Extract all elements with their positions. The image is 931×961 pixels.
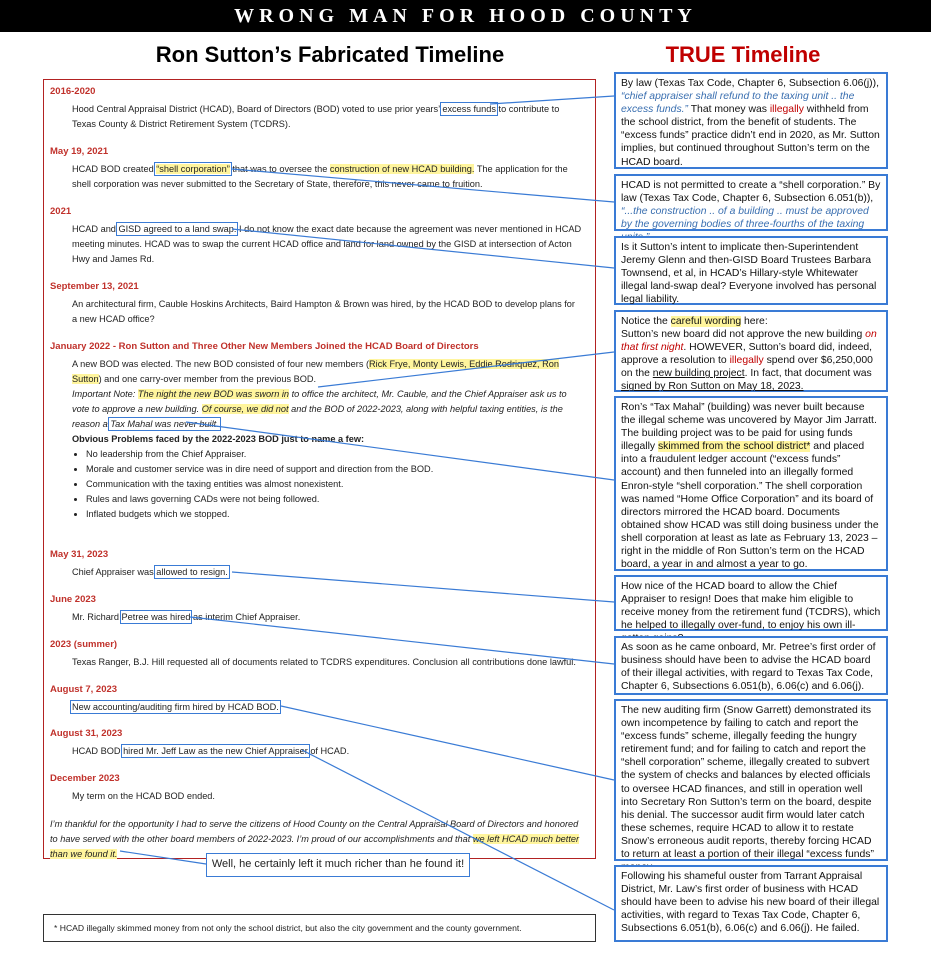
entry-text: An architectural firm, Cauble Hoskins Architects, Baird Hampton & Brown was hired, by the HCAD BOD to develop plans for a new HCAD office? bbox=[72, 299, 575, 324]
entry-text: HCAD BOD created “shell corporation” that was to oversee the construction of new HCAD building. The application for the shell corporation was never submitted to the Secretary of State, therefore, this never came to fruition. bbox=[72, 164, 568, 189]
entry-text: Hood Central Appraisal District (HCAD), Board of Directors (BOD) voted to use prior years’ excess funds to contribute to Texas County & District Retirement System (TCDRS). bbox=[72, 104, 560, 129]
true-box-jeff-law: Following his shameful ouster from Tarrant Appraisal District, Mr. Law’s first order of business with HCAD should have been to advise his new board of their illegal activities, with regard to Texas Tax Code, Chapter 6, Subsections 6.051(b), 6.06(c) and 6.06(j). He failed. bbox=[614, 865, 888, 942]
list-item: • Communication with the taxing entities was almost nonexistent. bbox=[86, 477, 590, 492]
true-box-auditing-firm: The new auditing firm (Snow Garrett) demonstrated its own incompetence by failing to catch and report the “excess funds” scheme, illegally feeding the hungry retirement fund; and for failing to catch and report the “shell corporation” scheme, illegally created to subvert the system of checks and balances by elected officials to oversee HCAD finances, and still in operation well into Secretary Ron Sutton’s term on the board, despite his denial. The successor audit firm would later catch these schemes, require HCAD to allow it to restate Snow’s erroneous audit reports, thereby forcing HCAD to return at least a portion of their illegal “excess funds” bbox=[614, 699, 888, 861]
entry-text: Chief Appraiser was allowed to resign. bbox=[72, 567, 228, 577]
true-box-excess-funds: By law (Texas Tax Code, Chapter 6, Subsection 6.06(j)), “chief appraiser shall refund to the taxing unit .. the excess funds.” That money was illegally withheld from the school district, from the benefit of students. The “excess funds” practice didn’t end in 2020, as Mr. Sutton implies, but continued throughout Sutton’s term on the HCAD board. bbox=[614, 72, 888, 169]
entry-date: 2021 bbox=[50, 206, 72, 217]
list-item: • Morale and customer service was in dire need of support and direction from the BOD. bbox=[86, 462, 590, 477]
entry-text: HCAD and GISD agreed to a land swap. I do not know the exact date because the agreement was never mentioned in HCAD meeting minutes. HCAD was to swap the current HCAD office and land for land owned by the GISD at intersection of Acton Hwy and James Rd. bbox=[72, 224, 582, 264]
problems-heading: Obvious Problems faced by the 2022-2023 BOD just to name a few: bbox=[72, 434, 365, 444]
true-box-petree: As soon as he came onboard, Mr. Petree’s first order of business should have been to advise the HCAD board of their illegal activities, with regard to Texas Tax Code, Chapter 6, Subsections 6.051(b), 6.06(c) and 6.06(j). bbox=[614, 636, 888, 695]
land-swap-highlight: GISD agreed to a land swap. bbox=[118, 224, 237, 234]
petree-highlight: Petree was hired bbox=[121, 612, 191, 622]
entry-date: 2016-2020 bbox=[50, 86, 96, 97]
entry-date: January 2022 - Ron Sutton and Three Other New Members Joined the HCAD Board of Directors bbox=[50, 341, 479, 352]
entry-date: September 13, 2021 bbox=[50, 281, 139, 292]
connector-line bbox=[232, 229, 614, 268]
important-note: Important Note: The night the new BOD was sworn in to office the architect, Mr. Cauble, and the Chief Appraiser ask us to vote to approve a new building. Of course, we did not and the BOD of 2022-2023, along with helpful taxing entities, is the reason a Tax Mahal was never built. bbox=[72, 389, 567, 429]
list-item: • No leadership from the Chief Appraiser. bbox=[86, 447, 590, 462]
callout-richer: Well, he certainly left it much richer than he found it! bbox=[206, 853, 470, 877]
entry-date: December 2023 bbox=[50, 773, 120, 784]
auditing-firm-highlight: New accounting/auditing firm hired by HCAD BOD. bbox=[72, 702, 279, 712]
entry-text: A new BOD was elected. The new BOD consisted of four new members (Rick Frye, Monty Lewis, Eddie Rodriquez, Ron Sutton) and one carry-over member from the previous BOD. bbox=[72, 359, 559, 384]
entry-date: May 19, 2021 bbox=[50, 146, 109, 157]
entry-date: 2023 (summer) bbox=[50, 639, 118, 650]
connector-line bbox=[120, 851, 206, 864]
closing-text: I’m thankful for the opportunity I had to serve the citizens of Hood County on the Central Appraisal Board of Directors and honored to have served with the other board members of 2022-2023. I’m proud of our accomplishments and that we left HCAD much better than we found it. bbox=[50, 819, 580, 859]
true-box-resign: How nice of the HCAD board to allow the Chief Appraiser to resign! Does that make him eligible to receive money from the retirement fund (TCDRS), which he helped to illegally over-fund, to enjoy his own ill- bbox=[614, 575, 888, 631]
connector-line bbox=[281, 706, 614, 780]
true-box-land-swap: Is it Sutton’s intent to implicate then-Superintendent Jeremy Glenn and then-GISD Board Trustees Barbara Townsend, et al, in HCAD’s Hillary-style Whitewater illegal land-swap deal? Everyone involved has personal legal liability. bbox=[614, 236, 888, 305]
entry-text: HCAD BOD hired Mr. Jeff Law as the new Chief Appraiser of HCAD. bbox=[72, 746, 350, 756]
entry-date: May 31, 2023 bbox=[50, 549, 109, 560]
connector-line bbox=[318, 352, 614, 387]
connector-line bbox=[186, 422, 614, 480]
left-title: Ron Sutton’s Fabricated Timeline bbox=[155, 42, 505, 67]
list-item: • Inflated budgets which we stopped. bbox=[86, 507, 590, 522]
connector-line bbox=[302, 750, 614, 910]
entry-text: Mr. Richard Petree was hired as interim Chief Appraiser. bbox=[72, 612, 301, 622]
entry-date: August 7, 2023 bbox=[50, 684, 118, 695]
connector-line bbox=[232, 572, 614, 602]
shell-corporation-highlight: “shell corporation” bbox=[156, 164, 230, 174]
excess-funds-highlight: excess funds bbox=[442, 104, 496, 114]
true-box-tax-mahal: Ron’s “Tax Mahal” (building) was never built because the illegal scheme was uncovered by Mayor Jim Jarratt. The building project was to be paid for using funds illegally skimmed from the school district* and placed into a fraudulent ledger account (“excess funds” account) and then funneled into an illegally formed Enron-style “shell corporation.” The shell corporation was named “Home Office Corporation” and its board of directors mirrored the HCAD board. Documents obtained show HCAD was still doing business under the shell corporation at least as late as February 13, 2023 – right in the middle of Ron Sutton’s term on the HCAD board, a year in and almost a year to go. bbox=[614, 396, 888, 571]
footnote: * HCAD illegally skimmed money from not only the school district, but also the city government and the county government. bbox=[43, 914, 596, 942]
connector-line bbox=[232, 169, 614, 202]
jeff-law-highlight: hired Mr. Jeff Law as the new Chief Appraiser bbox=[123, 746, 308, 756]
connector-line bbox=[490, 96, 614, 104]
right-title: TRUE Timeline bbox=[665, 42, 821, 67]
tax-mahal-highlight: Tax Mahal was never built. bbox=[110, 419, 219, 429]
entry-text: My term on the HCAD BOD ended. bbox=[72, 791, 215, 801]
entry-date: August 31, 2023 bbox=[50, 728, 123, 739]
true-box-careful-wording: Notice the careful wording here: Sutton’s new board did not approve the new building on that first night. HOWEVER, Sutton’s board did, indeed, approve a resolution to illegally spend over $6,250,000 on the new building project. In fact, that document was signed by Ron Sutton on May 18, 2023. bbox=[614, 310, 888, 392]
true-box-shell-corporation: HCAD is not permitted to create a “shell corporation.” By law (Texas Tax Code, Chapter 6, Subsection 6.051(b)), “...the construction .. of a building .. must be approved by the governing bodies of three-fourths of the taxing bbox=[614, 174, 888, 231]
banner: WRONG MAN FOR HOOD COUNTY bbox=[0, 0, 931, 32]
list-item: • Rules and laws governing CADs were not being followed. bbox=[86, 492, 590, 507]
entry-text: Texas Ranger, B.J. Hill requested all of documents related to TCDRS expenditures. Conclusion all contributions done lawful. bbox=[72, 657, 576, 667]
entry-date: June 2023 bbox=[50, 594, 96, 605]
connector-line bbox=[190, 617, 614, 664]
resign-highlight: allowed to resign. bbox=[156, 567, 228, 577]
